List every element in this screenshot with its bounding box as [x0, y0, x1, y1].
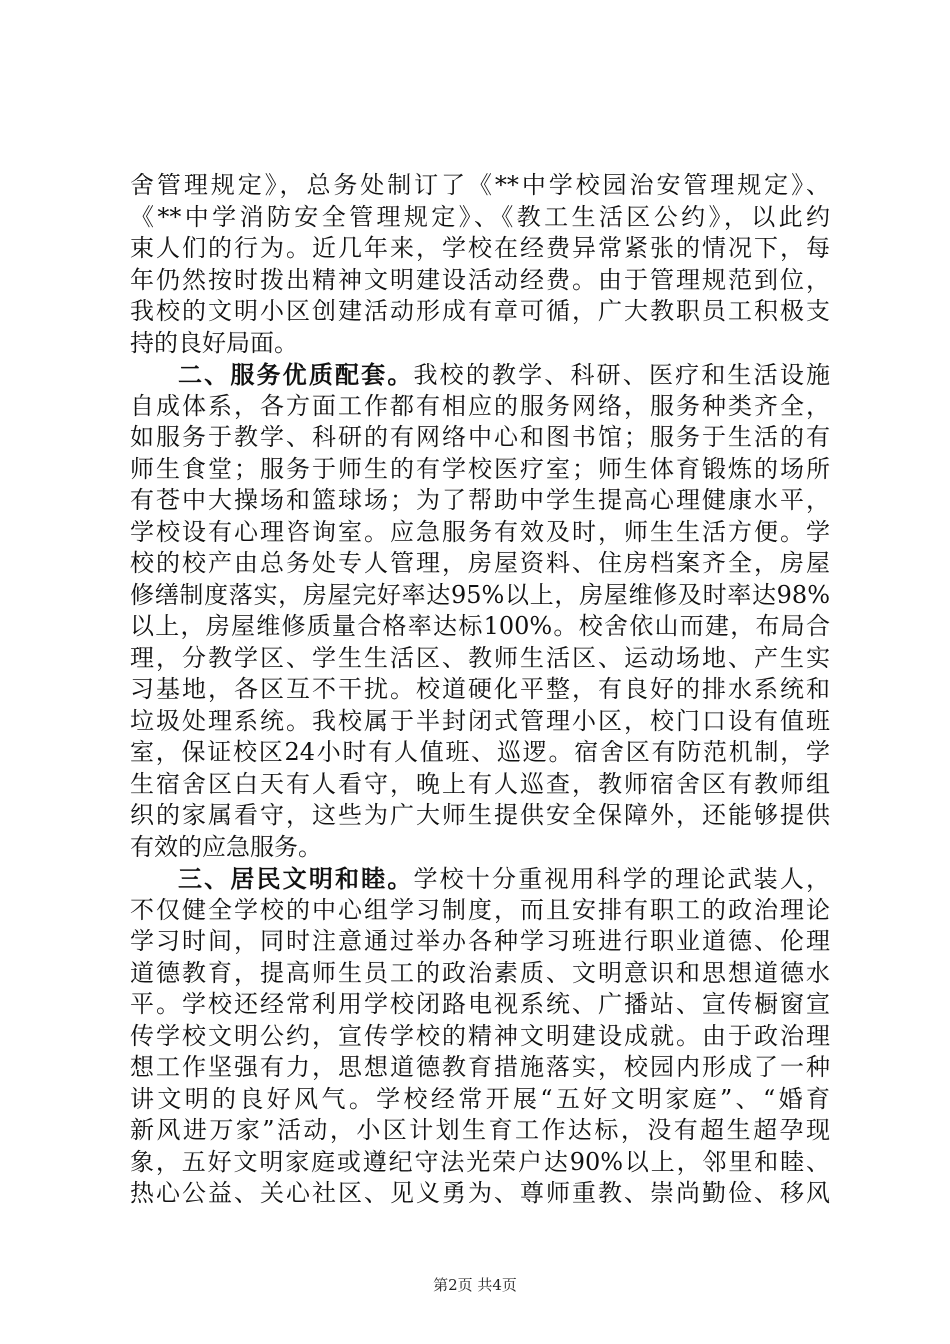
text-line: 生宿舍区白天有人看守，晚上有人巡查，教师宿舍区有教师组	[130, 769, 830, 798]
text-line: 有苍中大操场和篮球场；为了帮助中学生提高心理健康水平，	[130, 486, 830, 514]
text-line: 想工作坚强有力，思想道德教育措施落实，校园内形成了一种	[130, 1053, 830, 1081]
paragraph-first-line	[130, 863, 830, 895]
text-line: 学习时间，同时注意通过举办各种学习班进行职业道德、伦理	[130, 927, 830, 955]
page-number: 第2页 共4页	[433, 1276, 517, 1294]
text-segment: 我校的教学、科研、医疗和生活设施	[413, 361, 830, 389]
text-line: 修缮制度落实，房屋完好率达95%以上，房屋维修及时率达98%	[130, 580, 830, 609]
text-line: 校的校产由总务处专人管理，房屋资料、住房档案齐全，房屋	[130, 549, 830, 577]
text-line: 我校的文明小区创建活动形成有章可循，广大教职员工积极支	[130, 297, 830, 325]
text-line: 室，保证校区24小时有人值班、巡逻。宿舍区有防范机制，学	[130, 738, 830, 766]
text-line: 舍管理规定》，总务处制订了《**中学校园治安管理规定》、	[130, 171, 830, 199]
page-footer	[0, 1274, 950, 1295]
text-line: 垃圾处理系统。我校属于半封闭式管理小区，校门口设有值班	[130, 706, 830, 735]
document-body	[130, 170, 830, 1210]
text-line: 有效的应急服务。	[130, 832, 322, 861]
text-line: 热心公益、关心社区、见义勇为、尊师重教、崇尚勤俭、移风	[130, 1179, 830, 1207]
text-line: 学校设有心理咨询室。应急服务有效及时，师生生活方便。学	[130, 517, 830, 546]
text-line: 自成体系，各方面工作都有相应的服务网络，服务种类齐全，	[130, 391, 830, 420]
text-line: 理，分教学区、学生生活区、教师生活区、运动场地、产生实	[130, 643, 830, 672]
text-line: 象，五好文明家庭或遵纪守法光荣户达90%以上，邻里和睦、	[130, 1147, 830, 1176]
text-line: 《**中学消防安全管理规定》、《教工生活区公约》，以此约	[130, 202, 830, 231]
paragraph-2	[130, 359, 830, 863]
text-line: 道德教育，提高师生员工的政治素质、文明意识和思想道德水	[130, 958, 830, 987]
text-line: 师生食堂；服务于师生的有学校医疗室；师生体育锻炼的场所	[130, 454, 830, 483]
text-line: 不仅健全学校的中心组学习制度，而且安排有职工的政治理论	[130, 895, 830, 924]
text-line: 传学校文明公约，宣传学校的精神文明建设成就。由于政治理	[130, 1021, 830, 1050]
section-heading: 三、居民文明和睦。	[178, 864, 414, 893]
text-line: 平。学校还经常利用学校闭路电视系统、广播站、宣传橱窗宣	[130, 990, 830, 1018]
paragraph-3	[130, 863, 830, 1210]
text-segment: 学校十分重视用科学的理论武装人，	[413, 865, 830, 893]
text-line: 新风进万家”活动，小区计划生育工作达标，没有超生超孕现	[130, 1116, 830, 1144]
section-heading: 二、服务优质配套。	[178, 360, 414, 389]
text-line: 如服务于教学、科研的有网络中心和图书馆；服务于生活的有	[130, 423, 830, 451]
text-line: 讲文明的良好风气。学校经常开展“五好文明家庭”、“婚育	[130, 1084, 830, 1113]
text-line: 年仍然按时拨出精神文明建设活动经费。由于管理规范到位，	[130, 265, 830, 294]
text-line: 持的良好局面。	[130, 328, 298, 357]
text-line: 束人们的行为。近几年来，学校在经费异常紧张的情况下，每	[130, 234, 830, 262]
text-line: 习基地，各区互不干扰。校道硬化平整，有良好的排水系统和	[130, 675, 830, 703]
text-line: 织的家属看守，这些为广大师生提供安全保障外，还能够提供	[130, 801, 830, 829]
paragraph-first-line	[130, 359, 830, 391]
text-line: 以上，房屋维修质量合格率达标100%。校舍依山而建，布局合	[130, 612, 830, 640]
paragraph-1	[130, 170, 830, 359]
